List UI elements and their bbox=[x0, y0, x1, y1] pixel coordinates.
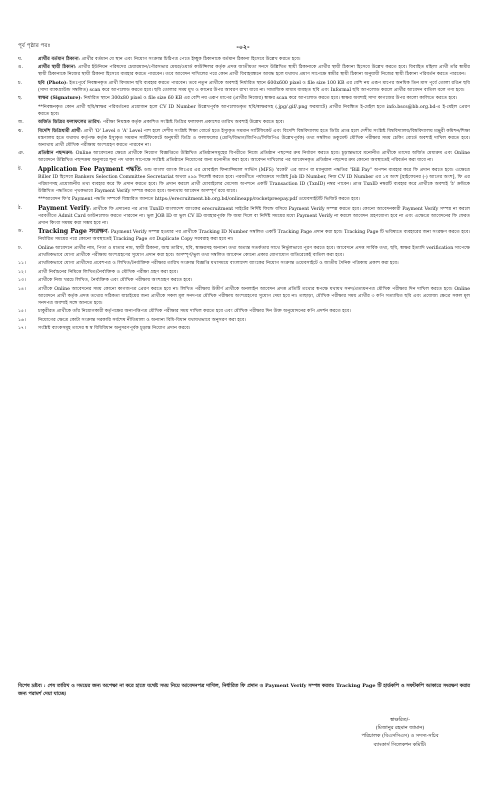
item-body: প্রার্থীকে নিজ খরচে লিখিত, নৈর্ব্যক্তিক এবং মৌখিক পরীক্ষায় অংশগ্রহণ করতে হবে। bbox=[38, 278, 193, 284]
item-body: : Online আবেদনের ক্ষেত্রে প্রার্থীকে নিয়োগ বিজ্ঞপ্তিতে উল্লিখিত প্রতিষ্ঠানসমূহের বিপরীতে নিজে প্রতিষ্ঠান পছন্দের ক্রম নির্ধারণ করতে হবে। চূড়ান্তভাবে মনোনীত প্রার্থীকে তাদের অর্জিত মেধাক্রম এবং Online আবেদনে উল্লিখিত পছন্দক্রম অনুসারে শূন্য পদ থাকা সাপেক্ষে সংশ্লিষ্ট প্রতিষ্ঠানে নিয়োগের জন্য মনোনীত করা হবে। আবেদন দাখিলের পর আবেদনকৃত প্রতিষ্ঠান পছন্দের ক্রম কোনো অবস্থাতেই পরিবর্তন করা যাবে না। bbox=[38, 151, 470, 164]
instruction-item bbox=[18, 260, 470, 267]
instruction-item bbox=[18, 205, 470, 227]
item-number: জ. bbox=[18, 120, 24, 126]
item-body: : প্রার্থীর বর্তমান যে স্থান এবং নিয়োগ সংক্রান্ত চিঠিপত্র পেতে ইচ্ছুক ঠিকানাকে বর্তমান ঠিকানা হিসেবে উল্লেখ করতে হবে। bbox=[78, 57, 301, 62]
instruction-item bbox=[18, 80, 470, 94]
instruction-item bbox=[18, 308, 470, 315]
item-body: প্রার্থীকে Online আবেদনের সময় কোনো কাগজপত্র প্রেরণ করতে হবে না। লিখিত পরীক্ষায় উত্তীর্ণ প্রার্থীকে অনলাইন আবেদন প্রদত্ত প্রতিটি তথ্যের স্বপক্ষে যথাযথ সনদ/প্রত্যয়নপত্র মৌখিক পরীক্ষার দিন দাখিল করতে হবে। Online আবেদনে প্রার্থী কর্তৃক প্রদত্ত তথ্যের সঠিকতা যাচাইয়ের জন্য প্রার্থীকে সকল মূল সনদপত্র মৌখিক পরীক্ষায় অংশগ্রহণের সুযোগ দেয়া হবে না। তাছাড়া, মৌখিক পরীক্ষার সময় প্রার্থীর ৩ কপি সত্যায়িত ছবি এবং প্রযোজ্য ক্ষেত্রে সকল মূল সনদপত্র অবশ্যই সঙ্গে আনতে হবে। bbox=[38, 286, 470, 306]
item-number: ১৪। bbox=[18, 286, 26, 292]
instruction-item bbox=[18, 104, 470, 118]
item-number: ঞ. bbox=[18, 151, 25, 157]
item-body: : ডাচ বাংলা ব্যাংক লিঃএর এর মোবাইল ফিন্যান্সিয়াল সার্ভিস (MFS) 'রকেট' এর অ্যাপ বা ম্যানুয়াল পদ্ধতির "Bill Pay" অপশন ব্যবহার করে ফি প্রদান করতে হবে। এক্ষেত্রে Biller ID হিসেবে Bankers Selection Committee Secretariat অথবা ৪৯৯ সিলেক্ট করতে হবে। পরবর্তীতে পর্যায়ক্রমে সংশ্লিষ্ট Job ID Number, নিজ CV ID Number এর ১ম অংশ [হাইফেনের (-) আগের অংশ], ফি এর পরিমাণসহ প্রয়োজনীয় তথ্য ব্যবহার করে ফি প্রদান করতে হবে। ফি প্রদান করলে প্রার্থী মোবাইলের মেসেজ অপশনে একটি Transaction ID (TxnID) নম্বর পাবেন। প্রাপ্ত TxnID নম্বরটি ব্যবহার করে প্রার্থীকে অবশ্যই 'ঠ' ক্রমিকে উল্লিখিত পদ্ধতিতে পৃথকভাবে Payment Verify সম্পন্ন করতে হবে। অন্যথায় আবেদন অসম্পূর্ণ রয়ে যাবে। bbox=[38, 167, 470, 194]
item-text bbox=[38, 317, 470, 324]
item-lead: স্বাক্ষর (Signature) bbox=[38, 96, 81, 102]
special-note: বিশেষ দ্রষ্টব্য : শেষ তারিখ ও সময়ের জন্য অপেক্ষা না করে হাতে যথেষ্ট সময় নিয়ে আবেদনপত্র দাখিল, নির্ধারিত ফি প্রদান ও Payment Verify সম্পন্ন করতঃ Tracking Page টি হার্ডকপি ও সফটকপি আকারে সংরক্ষণ করার জন্য পরামর্শ দেয়া যাচ্ছে। bbox=[18, 683, 470, 697]
item-body: **নিবন্ধনকৃত কোন প্রার্থী ছবি/স্বাক্ষর পরিবর্তনের প্রয়োজন হলে CV ID Number উল্লেখপূর্বক আপলোডকৃত ছবি/স্বাক্ষরসহ (.jpg/.gif/.png ফরম্যাটে) প্রার্থীর নিবন্ধিত ই-মেইল হতে info.bscs@bb.org.bd-এ ই-মেইল প্রেরণ করতে হবে। bbox=[38, 104, 470, 117]
item-number: ১২। bbox=[18, 269, 26, 275]
item-body: : ইতঃপূর্বে নিবন্ধনকৃত প্রার্থী বিদ্যমান ছবি ব্যবহার করতে পারবেন। তবে নতুন প্রার্থীকে অবশ্যই নির্ধারিত স্থানে 600x600 pixel ও file size 100 KB এর বেশি নয় এরূপ মাপের অনধিক তিন মাস পূর্বে তোলা রঙিন ছবি (সাদা ব্যাকগ্রাউন্ড সম্বলিত) scan করে আপলোড করতে হবে। ছবি তোলার সময় মুখ ও কানের উপর আবরণ রাখা যাবে না। সামাজিক মাধ্যম ব্যবহৃত ছবি এবং Informal ছবি আপলোড করলে প্রার্থীর আবেদন বাতিল বলে গণ্য হবে। bbox=[38, 80, 471, 93]
instruction-item bbox=[18, 317, 470, 324]
item-number: ছ. bbox=[18, 96, 23, 102]
item-lead: প্রতিষ্ঠান পছন্দক্রম bbox=[38, 151, 73, 157]
item-number: ঘ. bbox=[18, 57, 23, 62]
instruction-item bbox=[18, 64, 470, 78]
instruction-item bbox=[18, 196, 470, 203]
item-text bbox=[38, 166, 470, 195]
item-number bbox=[18, 104, 38, 118]
item-body: : পরীক্ষা নিয়ন্ত্রক কর্তৃক প্রকাশিত সংশ্লিষ্ট ডিগ্রির ফলাফল প্রকাশের তারিখ অবশ্যই উল্লেখ করতে হবে। bbox=[99, 120, 285, 126]
item-lead: প্রার্থীর স্থায়ী ঠিকানা bbox=[38, 65, 75, 71]
item-lead: Tracking Page সংরক্ষণ bbox=[38, 228, 108, 236]
item-body: : Payment Verify সম্পন্ন হওয়ার পর প্রার্থীকে Tracking ID Number সম্বলিত একটি Tracking Page প্রদান করা হবে। Tracking Page টি ভবিষ্যতে ব্যবহারের জন্য সংরক্ষণ করতে হবে। নির্ধারিত সময়ের পরে কোনো অবস্থাতেই Tracking Page এর Duplicate Copy সরবরাহ করা হবে না। bbox=[38, 230, 470, 243]
item-text bbox=[38, 245, 470, 259]
item-number: ১৩। bbox=[18, 278, 26, 284]
item-text bbox=[38, 128, 470, 149]
item-text bbox=[38, 196, 470, 203]
item-number: ড. bbox=[18, 229, 23, 235]
item-body: ***আবেদন ফি'র Payment পদ্ধতি সম্পর্কে বিস্তারিত জানতে https://erecruitment.bb.org.bd/onlineapp/rocketpreepay.pdf ওয়েবসাইটটি ভিজিট করতে হবে। bbox=[38, 197, 360, 203]
item-number: ১১। bbox=[18, 261, 26, 267]
item-body: প্রাথমিকভাবে যোগ্য প্রার্থীদের প্রবেশপত্র ও লিখিত/নৈর্ব্যক্তিক পরীক্ষার তারিখ সংক্রান্ত বিজ্ঞপ্তি যথাসময়ে বাংলাদেশ ব্যাংকের নিয়োগ সংক্রান্ত ওয়েবসাইটে ও জাতীয় দৈনিক পত্রিকায় প্রকাশ করা হবে। bbox=[38, 261, 399, 267]
item-lead: Payment Verify bbox=[38, 204, 90, 212]
instruction-item bbox=[18, 56, 470, 63]
instruction-item bbox=[18, 277, 470, 284]
item-text bbox=[38, 260, 470, 267]
item-text bbox=[38, 277, 470, 284]
item-text bbox=[38, 64, 470, 78]
instruction-item bbox=[18, 166, 470, 195]
item-text bbox=[38, 80, 470, 94]
item-text bbox=[38, 325, 470, 332]
item-text bbox=[38, 150, 470, 164]
instruction-item bbox=[18, 150, 470, 164]
item-text bbox=[38, 205, 470, 227]
item-number: ঠ. bbox=[18, 205, 22, 211]
instruction-item bbox=[18, 325, 470, 332]
item-text bbox=[38, 228, 470, 243]
item-number: ১৬। bbox=[18, 317, 26, 323]
instruction-item bbox=[18, 119, 470, 126]
item-body: সংশ্লিষ্ট ব্যাংকসমূহ তাদের স্ব স্ব বিধিবিধান অনুসরণপূর্বক চূড়ান্ত নিয়োগ প্রদান করবে। bbox=[38, 326, 191, 332]
item-body: নিয়োগের ক্ষেত্রে কোটা সংক্রান্ত সরকারি সর্বশেষ নীতিমালা ও অন্যান্য বিধি-বিধান যথাযথভাবে অনুসরণ করা হবে। bbox=[38, 317, 246, 323]
instruction-item bbox=[18, 95, 470, 102]
continuation-label: পূর্ব পৃষ্ঠার পরঃ bbox=[18, 43, 51, 49]
instruction-item bbox=[18, 128, 470, 149]
signatory-title: পরিচালক (বিএসসিএস) ও সদস্য-সচিব bbox=[361, 733, 439, 740]
instruction-list bbox=[18, 56, 470, 333]
item-text bbox=[38, 56, 470, 63]
page-number: -০২- bbox=[236, 44, 250, 51]
item-number: ঝ. bbox=[18, 128, 24, 134]
signatory-name: (মিজানুর রহমান জামান) bbox=[375, 725, 425, 732]
instruction-item bbox=[18, 245, 470, 259]
item-number: ঢ. bbox=[18, 245, 23, 251]
item-lead: প্রার্থীর বর্তমান ঠিকানা bbox=[38, 57, 79, 62]
signature-block bbox=[330, 716, 470, 749]
item-text bbox=[38, 95, 470, 102]
item-number: ১৭। bbox=[18, 326, 26, 332]
instruction-item bbox=[18, 228, 470, 243]
item-number: চ. bbox=[18, 80, 23, 86]
item-body: : প্রার্থীর ইউনিয়ন পরিষদের চেয়ারম্যান/পৌরসভার মেয়র/ওয়ার্ড কাউন্সিলর কর্তৃক প্রদত্ত জাতীয়তা সনদে উল্লিখিত স্থায়ী ঠিকানাকে প্রার্থীর স্থায়ী ঠিকানা হিসেবে উল্লেখ করতে হবে। বিবাহিত মহিলা প্রার্থী তাঁর স্বামীর স্থায়ী ঠিকানাকে নিজের স্থায়ী ঠিকানা হিসেবে ব্যবহার করতে পারবেন। তবে আবেদন দাখিলের পরে কোন প্রার্থী বিবাহবন্ধনে আবদ্ধ হলে যথাযথ প্রমাণ সাপেক্ষে স্বামীর স্থায়ী ঠিকানা অনুযায়ী নিজের স্থায়ী ঠিকানা পরিবর্তন করতে পারবেন। bbox=[38, 65, 470, 78]
item-body: : প্রার্থীকে ফি প্রদানের পর প্রাপ্ত TxnID বাংলাদেশ ব্যাংকের erecruitment সাইটের নির্দিষ্ট ফিল্ডে বসিয়ে Payment Verify সম্পন্ন করতে হবে। কোনো আবেদনকারী Payment Verify সম্পন্ন না করলে পরবর্তীতে Admit Card ডাউনলোড করতে পারবেন না। ভুল JOB ID বা ভুল CV ID ব্যবহারপূর্বক ফি জমা দিলে বা নির্দিষ্ট সময়ের মধ্যে Payment Verify না করলে আবেদন গ্রহণযোগ্য হবে না এবং এক্ষেত্রে আবেদনের ফি ফেরত প্রদান কিংবা সমন্বয় করা সম্ভব হবে না। bbox=[38, 206, 470, 226]
item-lead: অর্জিত ডিগ্রির ফলাফলের তারিখ bbox=[38, 120, 100, 126]
item-number bbox=[18, 196, 38, 203]
item-body: : নির্ধারিত স্থানে 300x80 pixel ও file size 60 KB এর বেশি নয় এরূপ মাপের (প্রার্থীর নিজের) স্বাক্ষর scan করে আপলোড করতে হবে। স্বাক্ষর অবশ্যই সাদা কাগজের উপর কালো কালিতে করতে হবে। bbox=[80, 96, 458, 102]
instruction-item bbox=[18, 286, 470, 307]
instruction-item bbox=[18, 269, 470, 276]
item-text bbox=[38, 119, 470, 126]
item-lead: ছবি (Photo) bbox=[38, 80, 67, 86]
item-number: ঙ. bbox=[18, 65, 23, 71]
item-text bbox=[38, 308, 470, 315]
committee-name: ব্যাংকার্স সিলেকশন কমিটি। bbox=[373, 741, 427, 748]
item-text bbox=[38, 104, 470, 118]
item-number: ১৫। bbox=[18, 309, 26, 315]
item-lead: বিদেশি ডিগ্রিধারী প্রার্থী bbox=[38, 128, 81, 134]
item-body: চাকুরীরত প্রার্থীকে তাঁর নিয়োগকারী কর্তৃপক্ষের অনাপত্তিপত্র মৌখিক পরীক্ষার সময় দাখিল করতে হবে এবং মৌখিক পরীক্ষার দিন উক্ত অনুমোদনের কপি প্রদর্শন করতে হবে। bbox=[38, 309, 351, 315]
signature-mark: স্বাক্ষরিত/- bbox=[390, 717, 410, 723]
item-text bbox=[38, 286, 470, 307]
item-body: : প্রার্থী 'O' Level ও 'A' Level পাশ হলে দেশীয় সংশ্লিষ্ট শিক্ষা বোর্ডে হতে ইস্যুকৃত সমমান সার্টিফিকেট এবং বিদেশি বিশ্ববিদ্যালয় হতে ডিগ্রি প্রাপ্ত হলে দেশীয় সংশ্লিষ্ট বিশ্ববিদ্যালয়/বিশ্ববিদ্যালয় মঞ্জুরী কমিশন/শিক্ষা মন্ত্রণালয় হতে যথাযথ কর্তৃপক্ষ কর্তৃক ইস্যুকৃত সমমান সার্টিফিকেটে অনুযায়ী ডিগ্রি ও ফলাফলের (শ্রেণি/বিভাগ/জিপিএ/সিজিপিএ উল্লেখপূর্বক) তথ্য সম্বলিত ডকুমেন্ট মৌখিক পরীক্ষার সময় চেকিং বোর্ডে অবশ্যই দাখিল করতে হবে। অন্যথায় প্রার্থী মৌখিক পরীক্ষায় অংশগ্রহণ করতে পারবেন না। bbox=[38, 128, 470, 148]
item-text bbox=[38, 269, 470, 276]
item-body: Online আবেদনে প্রার্থীর নাম, পিতা ও মাতার নাম, স্থায়ী ঠিকানা, জন্ম তারিখ, ছবি, স্বাক্ষরসহ অন্যান্য তথ্য অত্যন্ত সতর্কতার সাথে নির্ভুলভাবে পূরণ করতে হবে। আবেদনে প্রদত্ত সার্বিক তথ্য, ছবি, স্বাক্ষর ইত্যাদি verification সাপেক্ষে প্রাথমিকভাবে যোগ্য প্রার্থীকে পরীক্ষায় অংশগ্রহণের সুযোগ প্রদান করা হবে। অসম্পূর্ণ/ভুল তথ্য সম্বলিত আবেদন কোনো প্রকার যোগাযোগ ব্যতিরেকেই বাতিল করা হবে। bbox=[38, 245, 470, 258]
item-body: প্রার্থী নির্বাচনের নিমিত্তে লিখিত/নৈর্ব্যক্তিক ও মৌখিক পরীক্ষা গ্রহণ করা হবে। bbox=[38, 269, 178, 275]
item-number: ট. bbox=[18, 166, 23, 172]
item-lead: Application Fee Payment পদ্ধতি bbox=[38, 165, 141, 173]
